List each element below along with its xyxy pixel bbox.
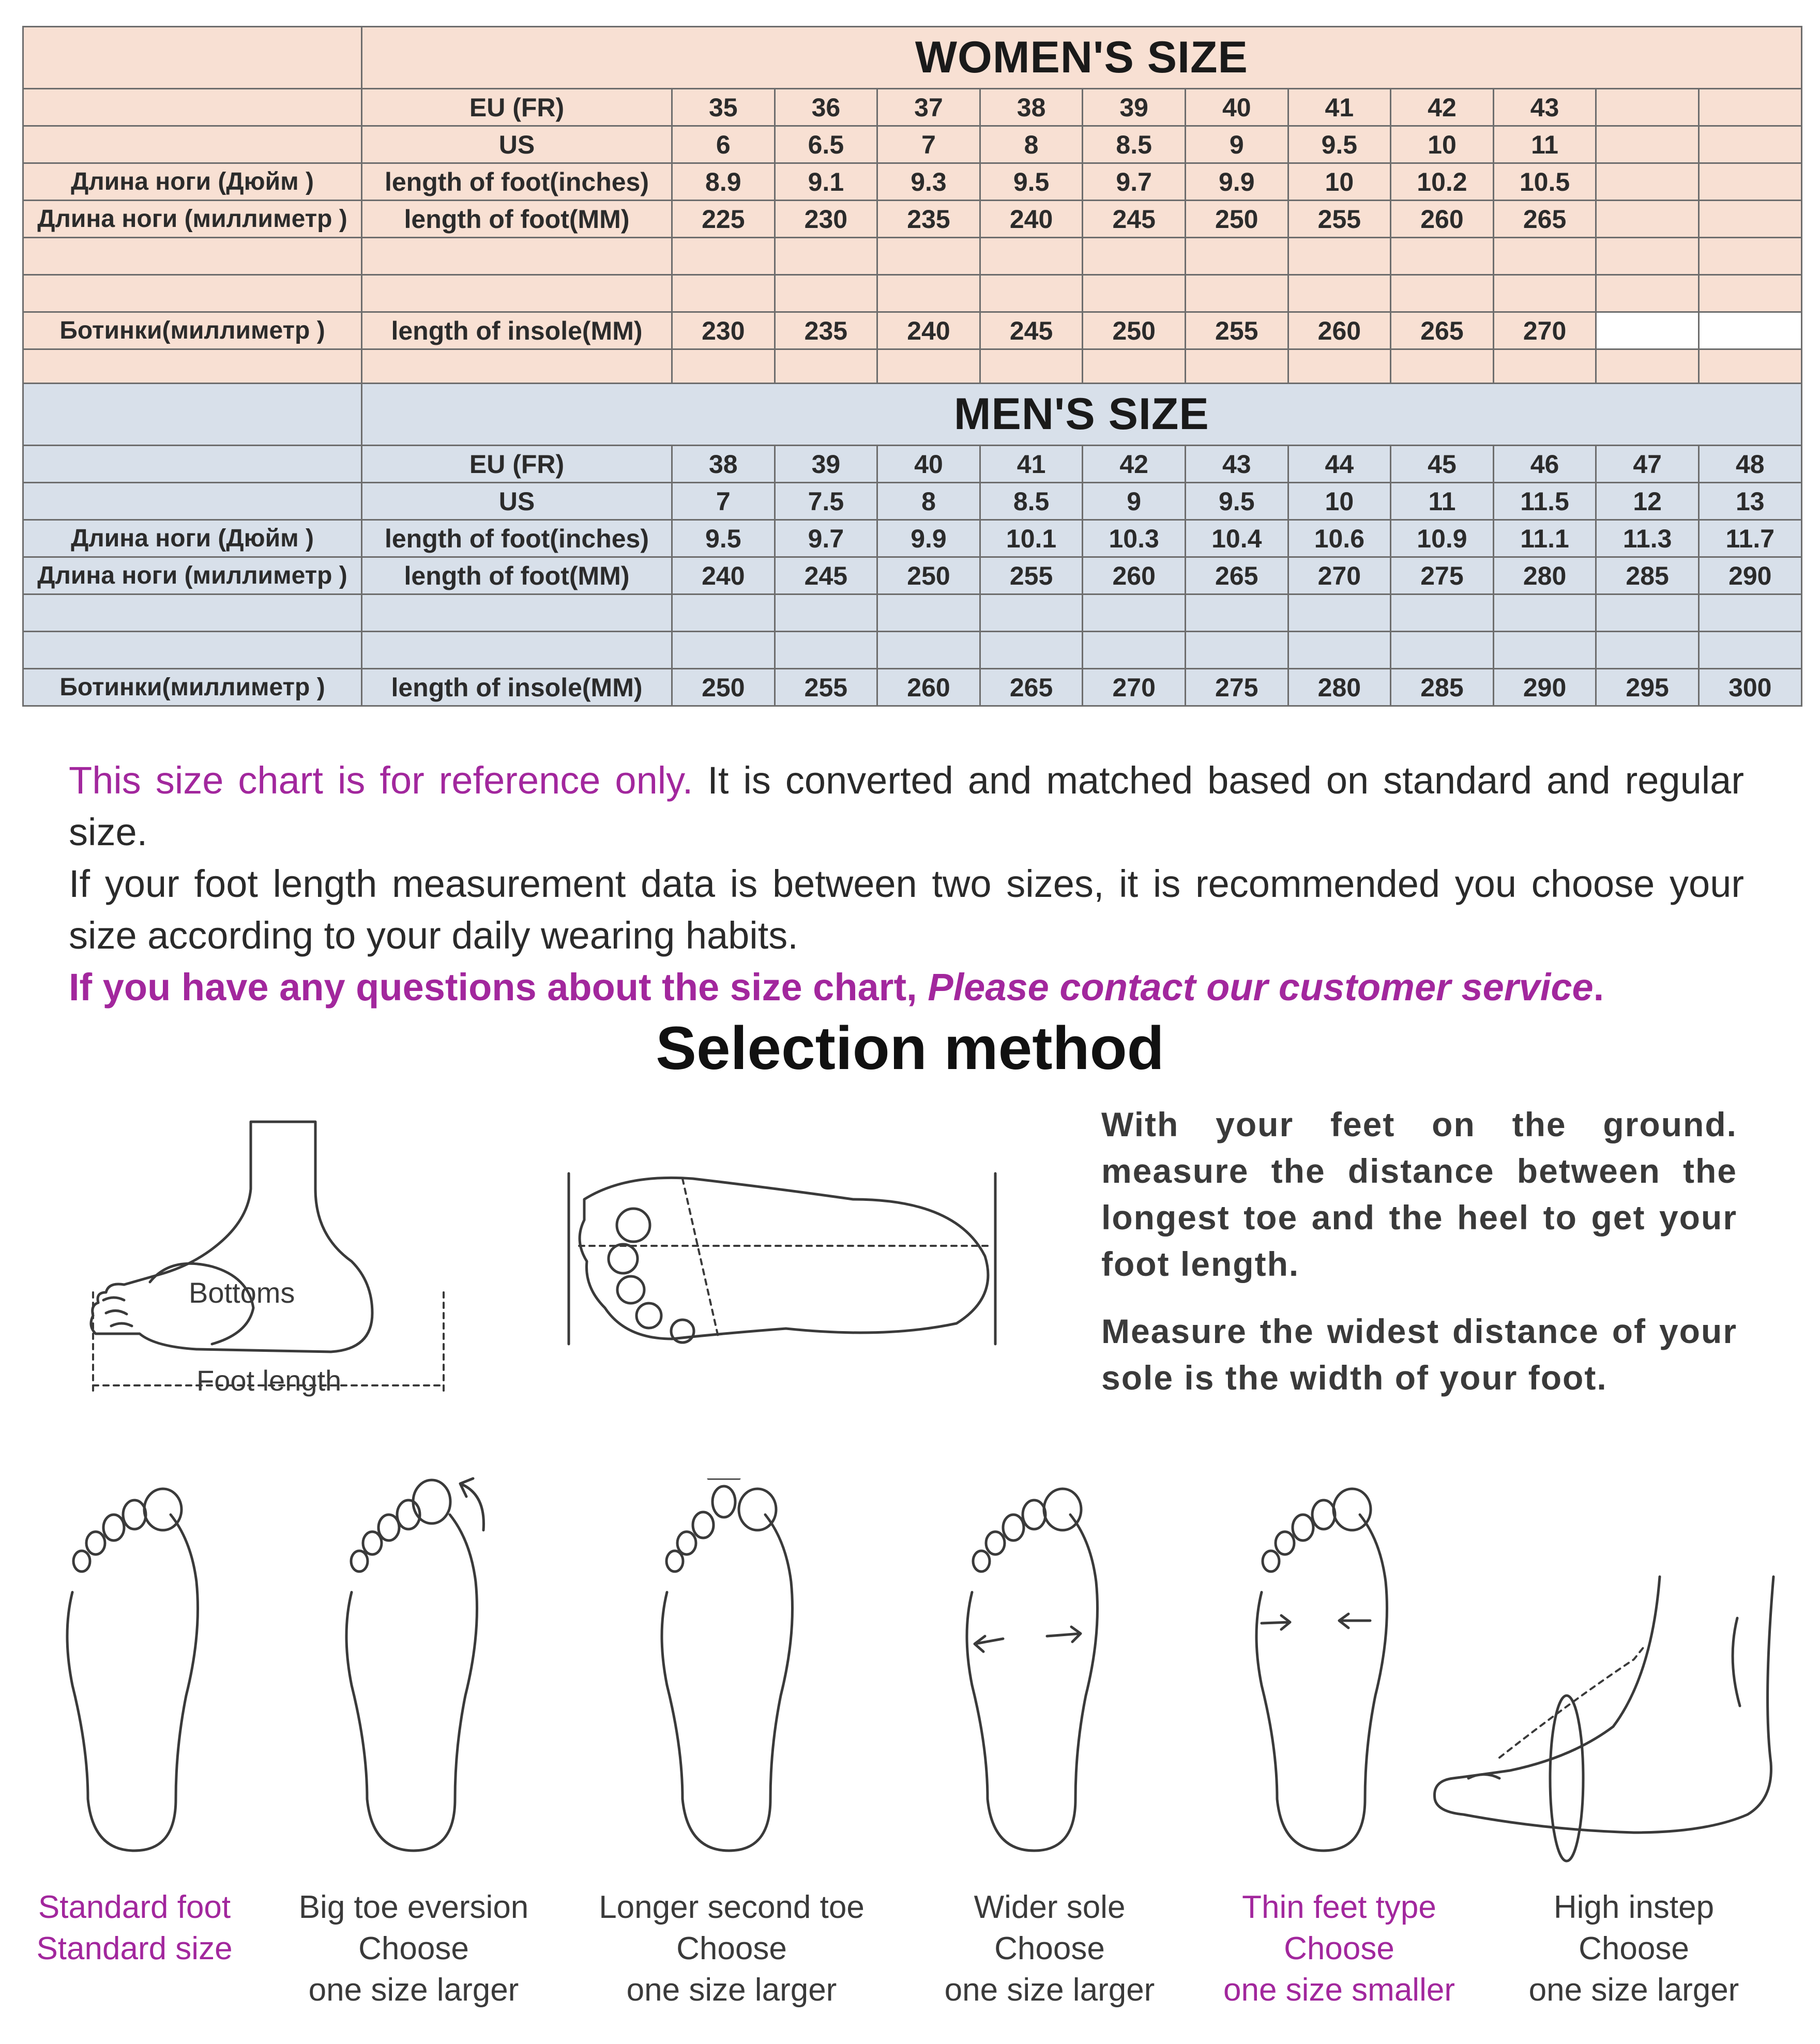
eu-row [23,89,1802,126]
us-value: 9 [1083,483,1186,520]
insole-value: 290 [1493,669,1596,706]
caption-big-toe-eversion [274,1887,553,2011]
table-title: WOMEN'S SIZE [362,27,1802,89]
empty-cell [877,238,980,275]
inches-value: 11.1 [1493,520,1596,557]
insole-value: 230 [672,312,775,349]
big-toe [144,1489,181,1530]
empty-cell [1185,238,1288,275]
mm-value: 240 [672,557,775,594]
big-toe [739,1489,776,1530]
empty-cell [1185,594,1288,632]
row-label: length of foot(MM) [362,201,672,238]
caption-wider-sole [915,1887,1184,2011]
us-value: 8.5 [1083,126,1186,163]
caption-longer-second-toe [574,1887,889,2011]
caption-line: Choose [1579,1931,1689,1966]
eu-value: 36 [775,89,877,126]
row-label: EU (FR) [362,446,672,483]
empty-cell [1083,349,1186,387]
toe-icon [636,1303,661,1328]
mm-value: 240 [980,201,1083,238]
wider-sole-icon [951,1478,1117,1861]
eu-value: 35 [672,89,775,126]
empty-cell [877,349,980,387]
us-value: 13 [1698,483,1801,520]
empty-cell [1288,349,1391,387]
us-value: 11.5 [1493,483,1596,520]
note-contact-end: . [1593,966,1604,1009]
empty-cell [672,594,775,632]
high-instep-icon [1417,1572,1779,1866]
inches-value: 10.2 [1391,163,1494,201]
inches-value [1596,163,1699,201]
toe [1293,1515,1313,1540]
insole-value: 260 [877,669,980,706]
empty-row [23,275,1802,312]
mm-value: 250 [877,557,980,594]
empty-cell [877,275,980,312]
inches-value: 9.5 [980,163,1083,201]
eu-value: 45 [1391,446,1494,483]
toes-lines [103,1298,132,1326]
row-label: US [362,126,672,163]
mm-value: 265 [1185,557,1288,594]
second-toe [712,1486,735,1517]
row-label-ru: Ботинки(миллиметр ) [23,312,362,349]
caption-line: Standard size [36,1931,233,1966]
insole-value: 275 [1185,669,1288,706]
insole-value: 270 [1083,669,1186,706]
empty-cell [1288,594,1391,632]
big-toe [1333,1489,1371,1530]
inches-value: 10.1 [980,520,1083,557]
row-label: length of foot(MM) [362,557,672,594]
empty-cell [1288,275,1391,312]
eu-value: 43 [1493,89,1596,126]
insole-row [23,669,1802,706]
empty-cell [1083,632,1186,669]
eu-value: 44 [1288,446,1391,483]
toe-nail [1468,1775,1499,1779]
caption-line: Big toe eversion [298,1889,529,1925]
row-label-ru: Ботинки(миллиметр ) [23,669,362,706]
empty-cell [1698,349,1801,387]
eu-value [1698,89,1801,126]
caption-line: Longer second toe [599,1889,865,1925]
measure-length-text: With your feet on the ground. measure the distance between the longest toe and the heel to get your foot length. [1101,1105,1737,1283]
eu-value: 41 [980,446,1083,483]
toe [1276,1532,1294,1554]
empty-cell [980,275,1083,312]
empty-cell [1288,238,1391,275]
toe [1023,1500,1045,1529]
foot-outline [67,1515,198,1851]
insole-value: 245 [980,312,1083,349]
insole-value: 240 [877,312,980,349]
toe [666,1551,683,1572]
row-label: US [362,483,672,520]
sole-outline [580,1178,988,1339]
big-toe-eversion-icon [331,1473,496,1861]
us-value: 8 [877,483,980,520]
empty-cell [1698,632,1801,669]
insole-value: 295 [1596,669,1699,706]
toe-icon [671,1320,694,1343]
eu-value: 38 [672,446,775,483]
empty-row [23,632,1802,669]
toe [1003,1515,1024,1540]
mens-size-table [22,383,1802,707]
row-label: length of foot(inches) [362,163,672,201]
ankle-line [1733,1618,1740,1706]
us-value: 11 [1391,483,1494,520]
toe [123,1500,146,1529]
caption-line: one size larger [944,1972,1155,2008]
foot-outline [967,1515,1098,1851]
empty-row [23,349,1802,387]
selection-method-heading: Selection method [656,1014,1164,1082]
mm-value: 290 [1698,557,1801,594]
us-value: 7 [877,126,980,163]
empty-cell [1596,632,1699,669]
caption-line: one size larger [1528,1972,1739,2008]
insole-row [23,312,1802,349]
us-value: 10 [1391,126,1494,163]
empty-cell [672,349,775,387]
row-label: length of insole(MM) [362,312,672,349]
note-text: It is converted and matched based on standard and regular size. [69,759,1744,853]
empty-cell [1698,594,1801,632]
toe [86,1532,105,1554]
caption-line: one size larger [626,1972,837,2008]
mm-value: 245 [1083,201,1186,238]
empty-cell [980,238,1083,275]
caption-line: Thin feet type [1242,1889,1436,1925]
us-value [1698,126,1801,163]
eu-value: 40 [1185,89,1288,126]
toe [693,1512,714,1538]
caption-thin-feet [1194,1887,1484,2011]
eu-row [23,446,1802,483]
empty-cell [877,632,980,669]
empty-cell [1493,238,1596,275]
us-value: 6.5 [775,126,877,163]
empty-cell [1185,275,1288,312]
us-value: 11 [1493,126,1596,163]
note-reference [69,755,1744,858]
empty-cell [775,594,877,632]
insole-value: 250 [1083,312,1186,349]
empty-cell [1391,275,1494,312]
us-value: 8 [980,126,1083,163]
inches-value: 10.4 [1185,520,1288,557]
note-highlight: This size chart is for reference only. [69,759,693,802]
empty-cell [1083,275,1186,312]
inches-value: 11.3 [1596,520,1699,557]
inches-value: 9.7 [775,520,877,557]
mm-value: 235 [877,201,980,238]
mm-value: 280 [1493,557,1596,594]
insole-value: 280 [1288,669,1391,706]
us-value: 9 [1185,126,1288,163]
empty-cell [1596,349,1699,387]
empty-row [23,594,1802,632]
inward-arrow-icon [1339,1614,1370,1628]
empty-cell [1698,238,1801,275]
inches-value: 10.3 [1083,520,1186,557]
mm-value: 265 [1493,201,1596,238]
us-value: 6 [672,126,775,163]
customer-service-text: Please contact our customer service [928,966,1594,1009]
mm-value: 225 [672,201,775,238]
empty-cell [1391,632,1494,669]
caption-line: Wider sole [974,1889,1126,1925]
empty-cell [1596,238,1699,275]
empty-cell [775,238,877,275]
empty-cell [1391,349,1494,387]
eu-value: 43 [1185,446,1288,483]
mm-value [1596,201,1699,238]
toe [378,1515,399,1540]
mm-value [1698,201,1801,238]
inches-value: 10.6 [1288,520,1391,557]
empty-cell [980,349,1083,387]
eu-value: 38 [980,89,1083,126]
insole-value [1698,312,1801,349]
insole-value: 255 [1185,312,1288,349]
standard-foot-icon [52,1478,217,1861]
empty-cell [1596,275,1699,312]
note-between-sizes: If your foot length measurement data is between two sizes, it is recommended you choose your size according to your daily wearing habits. [69,862,1744,957]
womens-size-table [22,26,1802,387]
caption-line: Standard foot [38,1889,231,1925]
toe [351,1551,368,1572]
inches-value [1698,163,1801,201]
eu-value: 40 [877,446,980,483]
inches-value: 10.5 [1493,163,1596,201]
side-foot-outline [91,1122,372,1352]
inches-value: 9.9 [877,520,980,557]
mm-row [23,201,1802,238]
us-row [23,483,1802,520]
us-value: 8.5 [980,483,1083,520]
row-label-ru: Длина ноги (Дюйм ) [23,163,362,201]
row-label-ru: Длина ноги (Дюйм ) [23,520,362,557]
insole-value: 260 [1288,312,1391,349]
empty-cell [1493,594,1596,632]
mm-value: 260 [1391,201,1494,238]
empty-cell [672,632,775,669]
outward-arrow-icon [975,1636,1003,1652]
eu-value: 42 [1083,446,1186,483]
table-title: MEN'S SIZE [362,384,1802,446]
empty-cell [1391,238,1494,275]
outward-arrow-icon [1047,1627,1081,1642]
inches-value: 8.9 [672,163,775,201]
empty-cell [1288,632,1391,669]
thin-feet-icon [1241,1478,1406,1861]
mm-row [23,557,1802,594]
foot-outline [1256,1515,1387,1851]
eu-value: 47 [1596,446,1699,483]
empty-cell [980,594,1083,632]
row-label: length of insole(MM) [362,669,672,706]
foot-length-diagram [83,1117,465,1406]
insole-value: 265 [1391,312,1494,349]
note-contact-text: If you have any questions about the size chart, [69,966,928,1009]
empty-cell [1596,594,1699,632]
insole-value: 270 [1493,312,1596,349]
big-toe [1044,1489,1081,1530]
empty-cell [1493,349,1596,387]
us-value: 12 [1596,483,1699,520]
empty-cell [1083,238,1186,275]
caption-high-instep [1499,1887,1768,2011]
mm-value: 230 [775,201,877,238]
toe [103,1515,124,1540]
inches-value: 11.7 [1698,520,1801,557]
row-label-ru: Длина ноги (миллиметр ) [23,557,362,594]
note-contact [69,962,1744,1013]
row-label: EU (FR) [362,89,672,126]
longer-second-toe-icon [646,1478,812,1861]
eu-value: 37 [877,89,980,126]
corner-cell [23,384,362,446]
us-value: 10 [1288,483,1391,520]
us-value: 9.5 [1288,126,1391,163]
empty-cell [775,275,877,312]
toe [363,1532,382,1554]
insole-value: 250 [672,669,775,706]
empty-cell [1185,632,1288,669]
toe [1263,1551,1279,1572]
eu-value [1596,89,1699,126]
empty-cell [775,349,877,387]
inches-value: 10 [1288,163,1391,201]
toe-icon [609,1244,638,1273]
width-dotted-line [682,1179,719,1339]
insole-value: 255 [775,669,877,706]
mm-value: 285 [1596,557,1699,594]
eversion-arrow-icon [460,1478,483,1530]
eu-value: 42 [1391,89,1494,126]
eu-value: 48 [1698,446,1801,483]
caption-line: Choose [1284,1931,1394,1966]
foot-width-diagram [564,1168,1008,1354]
empty-cell [1391,594,1494,632]
row-label: length of foot(inches) [362,520,672,557]
toe [973,1551,990,1572]
us-value: 7.5 [775,483,877,520]
insole-value: 235 [775,312,877,349]
empty-cell [672,275,775,312]
empty-row [23,238,1802,275]
side-foot-outline [1434,1577,1773,1833]
foot-length-label: Foot length [196,1364,342,1397]
empty-cell [1083,594,1186,632]
empty-cell [1493,275,1596,312]
inches-value: 9.1 [775,163,877,201]
eu-value: 39 [1083,89,1186,126]
empty-cell [1698,275,1801,312]
inches-value: 9.3 [877,163,980,201]
corner-cell [23,27,362,89]
mm-value: 255 [1288,201,1391,238]
caption-standard-foot [16,1887,253,1970]
mm-value: 245 [775,557,877,594]
mm-value: 275 [1391,557,1494,594]
caption-line: High instep [1553,1889,1715,1925]
inward-arrow-icon [1262,1615,1290,1629]
us-value [1596,126,1699,163]
insole-value: 300 [1698,669,1801,706]
inches-row [23,163,1802,201]
eu-value: 46 [1493,446,1596,483]
insole-value: 285 [1391,669,1494,706]
inches-value: 9.7 [1083,163,1186,201]
caption-line: one size smaller [1223,1972,1455,2008]
measure-width-text: Measure the widest distance of your sole is the width of your foot. [1101,1312,1737,1397]
empty-cell [775,632,877,669]
inches-value: 9.9 [1185,163,1288,201]
instep-loop [1550,1696,1583,1861]
empty-cell [672,238,775,275]
mm-value: 260 [1083,557,1186,594]
toe-icon [617,1209,650,1242]
bottoms-label: Bottoms [189,1276,295,1309]
inches-value: 10.9 [1391,520,1494,557]
empty-cell [980,632,1083,669]
toe-icon [617,1276,644,1303]
inches-value: 9.5 [672,520,775,557]
size-notes [69,755,1744,1013]
caption-line: Choose [676,1931,787,1966]
toe [1312,1500,1335,1529]
insole-value [1596,312,1699,349]
eu-value: 39 [775,446,877,483]
toe [986,1532,1005,1554]
mm-value: 270 [1288,557,1391,594]
insole-value: 265 [980,669,1083,706]
caption-line: Choose [994,1931,1105,1966]
mm-value: 250 [1185,201,1288,238]
us-value: 7 [672,483,775,520]
toe [73,1551,90,1572]
empty-cell [1493,632,1596,669]
empty-cell [877,594,980,632]
us-value: 9.5 [1185,483,1288,520]
row-label-ru: Длина ноги (миллиметр ) [23,201,362,238]
mm-value: 255 [980,557,1083,594]
us-row [23,126,1802,163]
eu-value: 41 [1288,89,1391,126]
caption-line: one size larger [308,1972,519,2008]
caption-line: Choose [358,1931,469,1966]
inches-row [23,520,1802,557]
empty-cell [1185,349,1288,387]
toe [677,1532,696,1554]
